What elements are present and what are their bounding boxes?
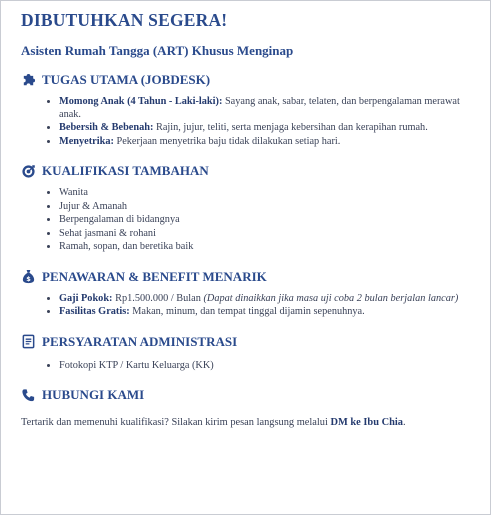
contact-text: Tertarik dan memenuhi kualifikasi? Silakan kirim pesan langsung melalui DM ke Ibu Chia. — [21, 417, 406, 428]
document-icon — [21, 334, 36, 349]
list-item: • Jujur & Amanah — [59, 201, 476, 214]
list-item: • Ramah, sopan, dan beretika baik — [59, 241, 476, 254]
list-item: • Gaji Pokok: Rp1.500.000 / Bulan (Dapat dinaikkan jika masa uji coba 2 bulan berjalan lancar) — [59, 293, 476, 306]
section-kualifikasi-heading — [21, 162, 476, 180]
section-tugas-title: TUGAS UTAMA (JOBDESK) — [42, 72, 211, 87]
persyaratan-list — [21, 360, 476, 373]
list-item: • Fotokopi KTP / Kartu Keluarga (KK) — [59, 360, 476, 373]
list-item: • Bebersih & Bebenah: Rajin, jujur, teliti, serta menjaga kebersihan dan kerapihan rumah. — [59, 122, 476, 135]
page-title: DIBUTUHKAN SEGERA! — [21, 10, 228, 30]
page-subtitle: Asisten Rumah Tangga (ART) Khusus Menginap — [21, 43, 294, 58]
section-hubungi-title: HUBUNGI KAMI — [42, 387, 145, 402]
list-item: • Wanita — [59, 187, 476, 200]
section-hubungi-heading — [21, 386, 476, 404]
money-bag-icon — [21, 269, 36, 284]
section-kualifikasi-title: KUALIFIKASI TAMBAHAN — [42, 163, 209, 178]
phone-icon — [21, 388, 36, 403]
contact-name: DM ke Ibu Chia — [330, 417, 403, 428]
puzzle-icon — [21, 73, 36, 88]
list-item: • Sehat jasmani & rohani — [59, 228, 476, 241]
list-item: • Berpengalaman di bidangnya — [59, 214, 476, 227]
list-item: • Momong Anak (4 Tahun - Laki-laki): Sayang anak, sabar, telaten, dan berpengalaman merawat anak. — [59, 96, 476, 121]
list-item: • Fasilitas Gratis: Makan, minum, dan tempat tinggal dijamin sepenuhnya. — [59, 306, 476, 319]
benefit-list — [21, 293, 476, 319]
list-item: • Menyetrika: Pekerjaan menyetrika baju tidak dilakukan setiap hari. — [59, 136, 476, 149]
section-persyaratan-title: PERSYARATAN ADMINISTRASI — [42, 333, 238, 349]
target-icon — [21, 164, 36, 179]
svg-text:$: $ — [26, 275, 31, 284]
section-persyaratan-heading — [21, 333, 476, 351]
section-tugas-heading — [21, 71, 476, 89]
section-benefit-title: PENAWARAN & BENEFIT MENARIK — [42, 268, 267, 284]
tugas-list — [21, 96, 476, 148]
kualifikasi-list — [21, 187, 476, 254]
section-benefit-heading — [21, 268, 476, 286]
